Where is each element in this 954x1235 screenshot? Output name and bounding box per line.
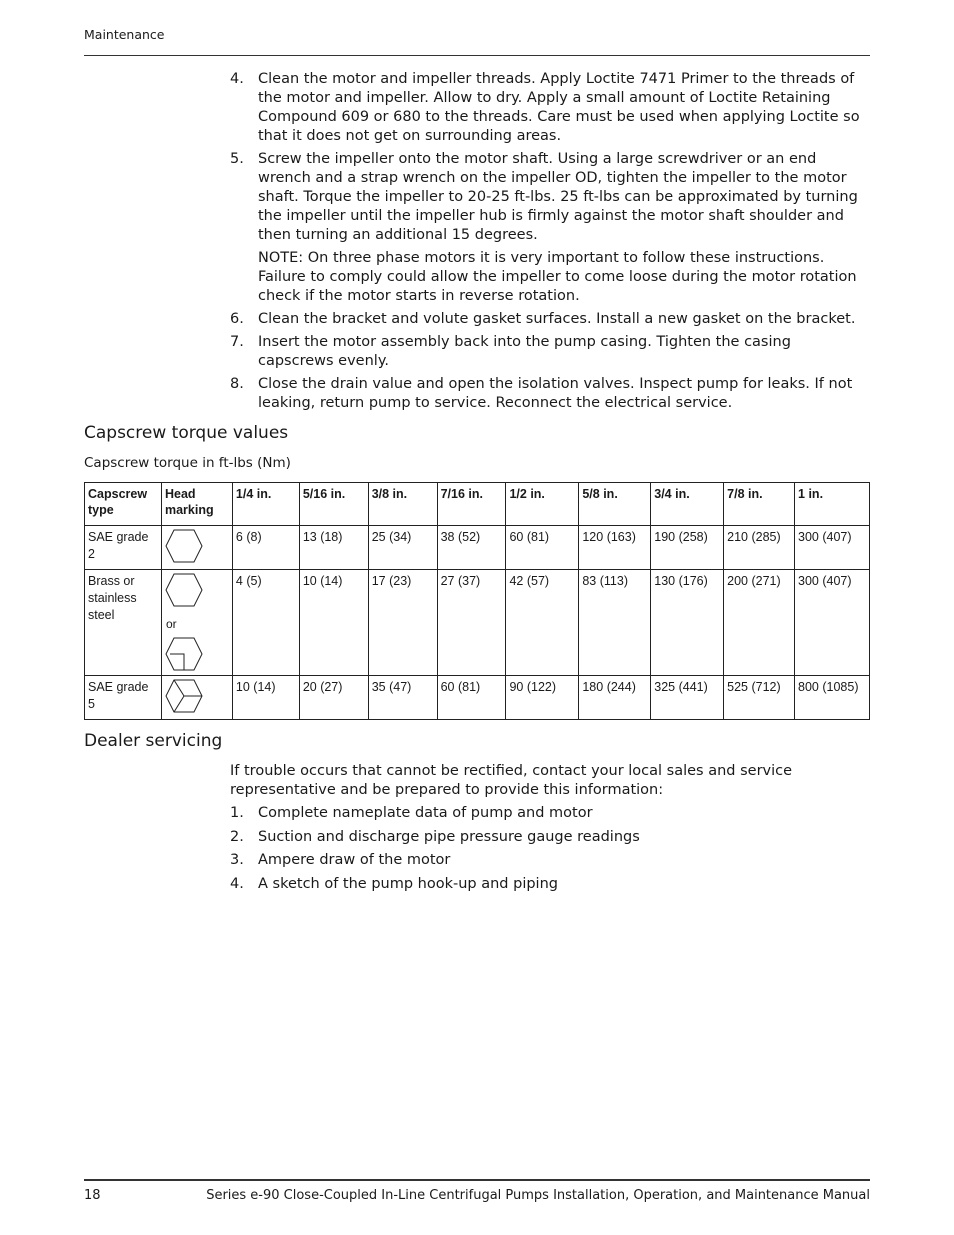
col-header: 1/4 in. xyxy=(232,483,299,526)
item-number: 1. xyxy=(230,805,244,821)
table-cell: 4 (5) xyxy=(232,570,299,676)
step-text: Close the drain value and open the isolation valves. Inspect pump for leaks. If not leaking, return pump to service. Reconnect the electrical service. xyxy=(258,376,853,411)
table-cell: 525 (712) xyxy=(724,676,795,720)
table-header-row xyxy=(85,483,870,526)
step-number: 5. xyxy=(230,151,244,167)
torque-heading: Capscrew torque values xyxy=(84,423,289,443)
item-number: 4. xyxy=(230,875,244,892)
col-header: 3/4 in. xyxy=(651,483,724,526)
table-cell: 17 (23) xyxy=(368,570,437,676)
three-line-hex-head-icon xyxy=(164,678,204,714)
plain-hex-head-icon xyxy=(164,572,204,608)
table-row xyxy=(85,676,870,720)
step-text: Insert the motor assembly back into the pump casing. Tighten the casing capscrews evenly. xyxy=(258,334,791,369)
capscrew-type: Brass or stainless steel xyxy=(85,570,162,676)
plain-hex-head-icon xyxy=(164,528,204,564)
col-header: 5/16 in. xyxy=(299,483,368,526)
step-text: Clean the motor and impeller threads. Apply Loctite 7471 Primer to the threads of the motor and impeller. Allow to dry. Apply a small amount of Loctite Retaining Compound 609 or 680 to the threads. Care must be used when applying Loctite so that it does not get on surrounding areas. xyxy=(258,71,860,144)
head-marking-cell xyxy=(161,570,232,676)
list-item xyxy=(230,828,830,847)
table-cell: 325 (441) xyxy=(651,676,724,720)
table-cell: 35 (47) xyxy=(368,676,437,720)
item-text: Suction and discharge pipe pressure gauge readings xyxy=(258,828,640,845)
table-cell: 210 (285) xyxy=(724,526,795,570)
list-item xyxy=(230,851,830,870)
table-cell: 10 (14) xyxy=(299,570,368,676)
table-cell: 180 (244) xyxy=(579,676,651,720)
head-marking-cell xyxy=(161,676,232,720)
col-header: 5/8 in. xyxy=(579,483,651,526)
col-header: 7/16 in. xyxy=(437,483,506,526)
step-text: Clean the bracket and volute gasket surfaces. Install a new gasket on the bracket. xyxy=(258,311,856,327)
notched-hex-head-icon xyxy=(164,636,204,672)
table-cell: 10 (14) xyxy=(232,676,299,720)
procedure-steps xyxy=(230,70,870,417)
note-text: NOTE: On three phase motors it is very important to follow these instructions. Failure to comply could allow the impeller to come loose during the motor rotation check if the motor starts in reverse rotation. xyxy=(258,250,857,304)
col-header: Capscrew type xyxy=(85,483,162,526)
capscrew-type: SAE grade 5 xyxy=(85,676,162,720)
table-cell: 27 (37) xyxy=(437,570,506,676)
item-number: 3. xyxy=(230,852,244,868)
step-8 xyxy=(230,375,870,413)
step-5 xyxy=(230,150,870,245)
col-header: 7/8 in. xyxy=(724,483,795,526)
table-row xyxy=(85,570,870,676)
table-cell: 300 (407) xyxy=(795,570,870,676)
step-7 xyxy=(230,333,870,371)
table-cell: 25 (34) xyxy=(368,526,437,570)
head-marking-cell xyxy=(161,526,232,570)
table-cell: 800 (1085) xyxy=(795,676,870,720)
capscrew-type: SAE grade 2 xyxy=(85,526,162,570)
or-label: or xyxy=(165,617,177,631)
running-header: Maintenance xyxy=(84,27,165,42)
step-number: 7. xyxy=(230,334,244,350)
list-item xyxy=(230,804,830,823)
table-cell: 60 (81) xyxy=(506,526,579,570)
item-text: A sketch of the pump hook-up and piping xyxy=(258,875,558,892)
step-number: 8. xyxy=(230,376,244,392)
table-cell: 6 (8) xyxy=(232,526,299,570)
step-6 xyxy=(230,310,870,329)
table-cell: 130 (176) xyxy=(651,570,724,676)
dealer-heading: Dealer servicing xyxy=(84,731,223,751)
step-4 xyxy=(230,70,870,146)
dealer-list xyxy=(230,804,830,898)
list-item xyxy=(230,875,830,894)
table-cell: 190 (258) xyxy=(651,526,724,570)
col-header: 3/8 in. xyxy=(368,483,437,526)
table-cell: 120 (163) xyxy=(579,526,651,570)
table-cell: 90 (122) xyxy=(506,676,579,720)
table-cell: 42 (57) xyxy=(506,570,579,676)
table-caption: Capscrew torque in ft-lbs (Nm) xyxy=(84,455,291,471)
table-row xyxy=(85,526,870,570)
footer-rule xyxy=(84,1179,870,1181)
item-text: Ampere draw of the motor xyxy=(258,852,451,868)
dealer-intro: If trouble occurs that cannot be rectified, contact your local sales and service representative and be prepared to provide this information: xyxy=(230,763,793,798)
col-header: 1 in. xyxy=(795,483,870,526)
step-number: 4. xyxy=(230,71,244,87)
col-header: 1/2 in. xyxy=(506,483,579,526)
item-number: 2. xyxy=(230,828,244,845)
table-cell: 20 (27) xyxy=(299,676,368,720)
table-cell: 200 (271) xyxy=(724,570,795,676)
torque-table xyxy=(84,482,870,720)
table-cell: 60 (81) xyxy=(437,676,506,720)
col-header: Head marking xyxy=(161,483,232,526)
header-rule xyxy=(84,55,870,56)
table-cell: 13 (18) xyxy=(299,526,368,570)
step-number: 6. xyxy=(230,311,244,327)
table-cell: 300 (407) xyxy=(795,526,870,570)
item-text: Complete nameplate data of pump and motor xyxy=(258,805,593,821)
footer-title: Series e-90 Close-Coupled In-Line Centrifugal Pumps Installation, Operation, and Maintenance Manual xyxy=(206,1188,870,1203)
step-text: Screw the impeller onto the motor shaft. Using a large screwdriver or an end wrench and a strap wrench on the impeller OD, tighten the impeller to the motor shaft. Torque the impeller to 20-25 ft-lbs. 25 ft-lbs can be approximated by turning the impeller until the impeller hub is firmly against the motor shaft shoulder and then turning an additional 15 degrees. xyxy=(258,151,858,243)
page-number: 18 xyxy=(84,1188,101,1203)
table-cell: 83 (113) xyxy=(579,570,651,676)
table-cell: 38 (52) xyxy=(437,526,506,570)
